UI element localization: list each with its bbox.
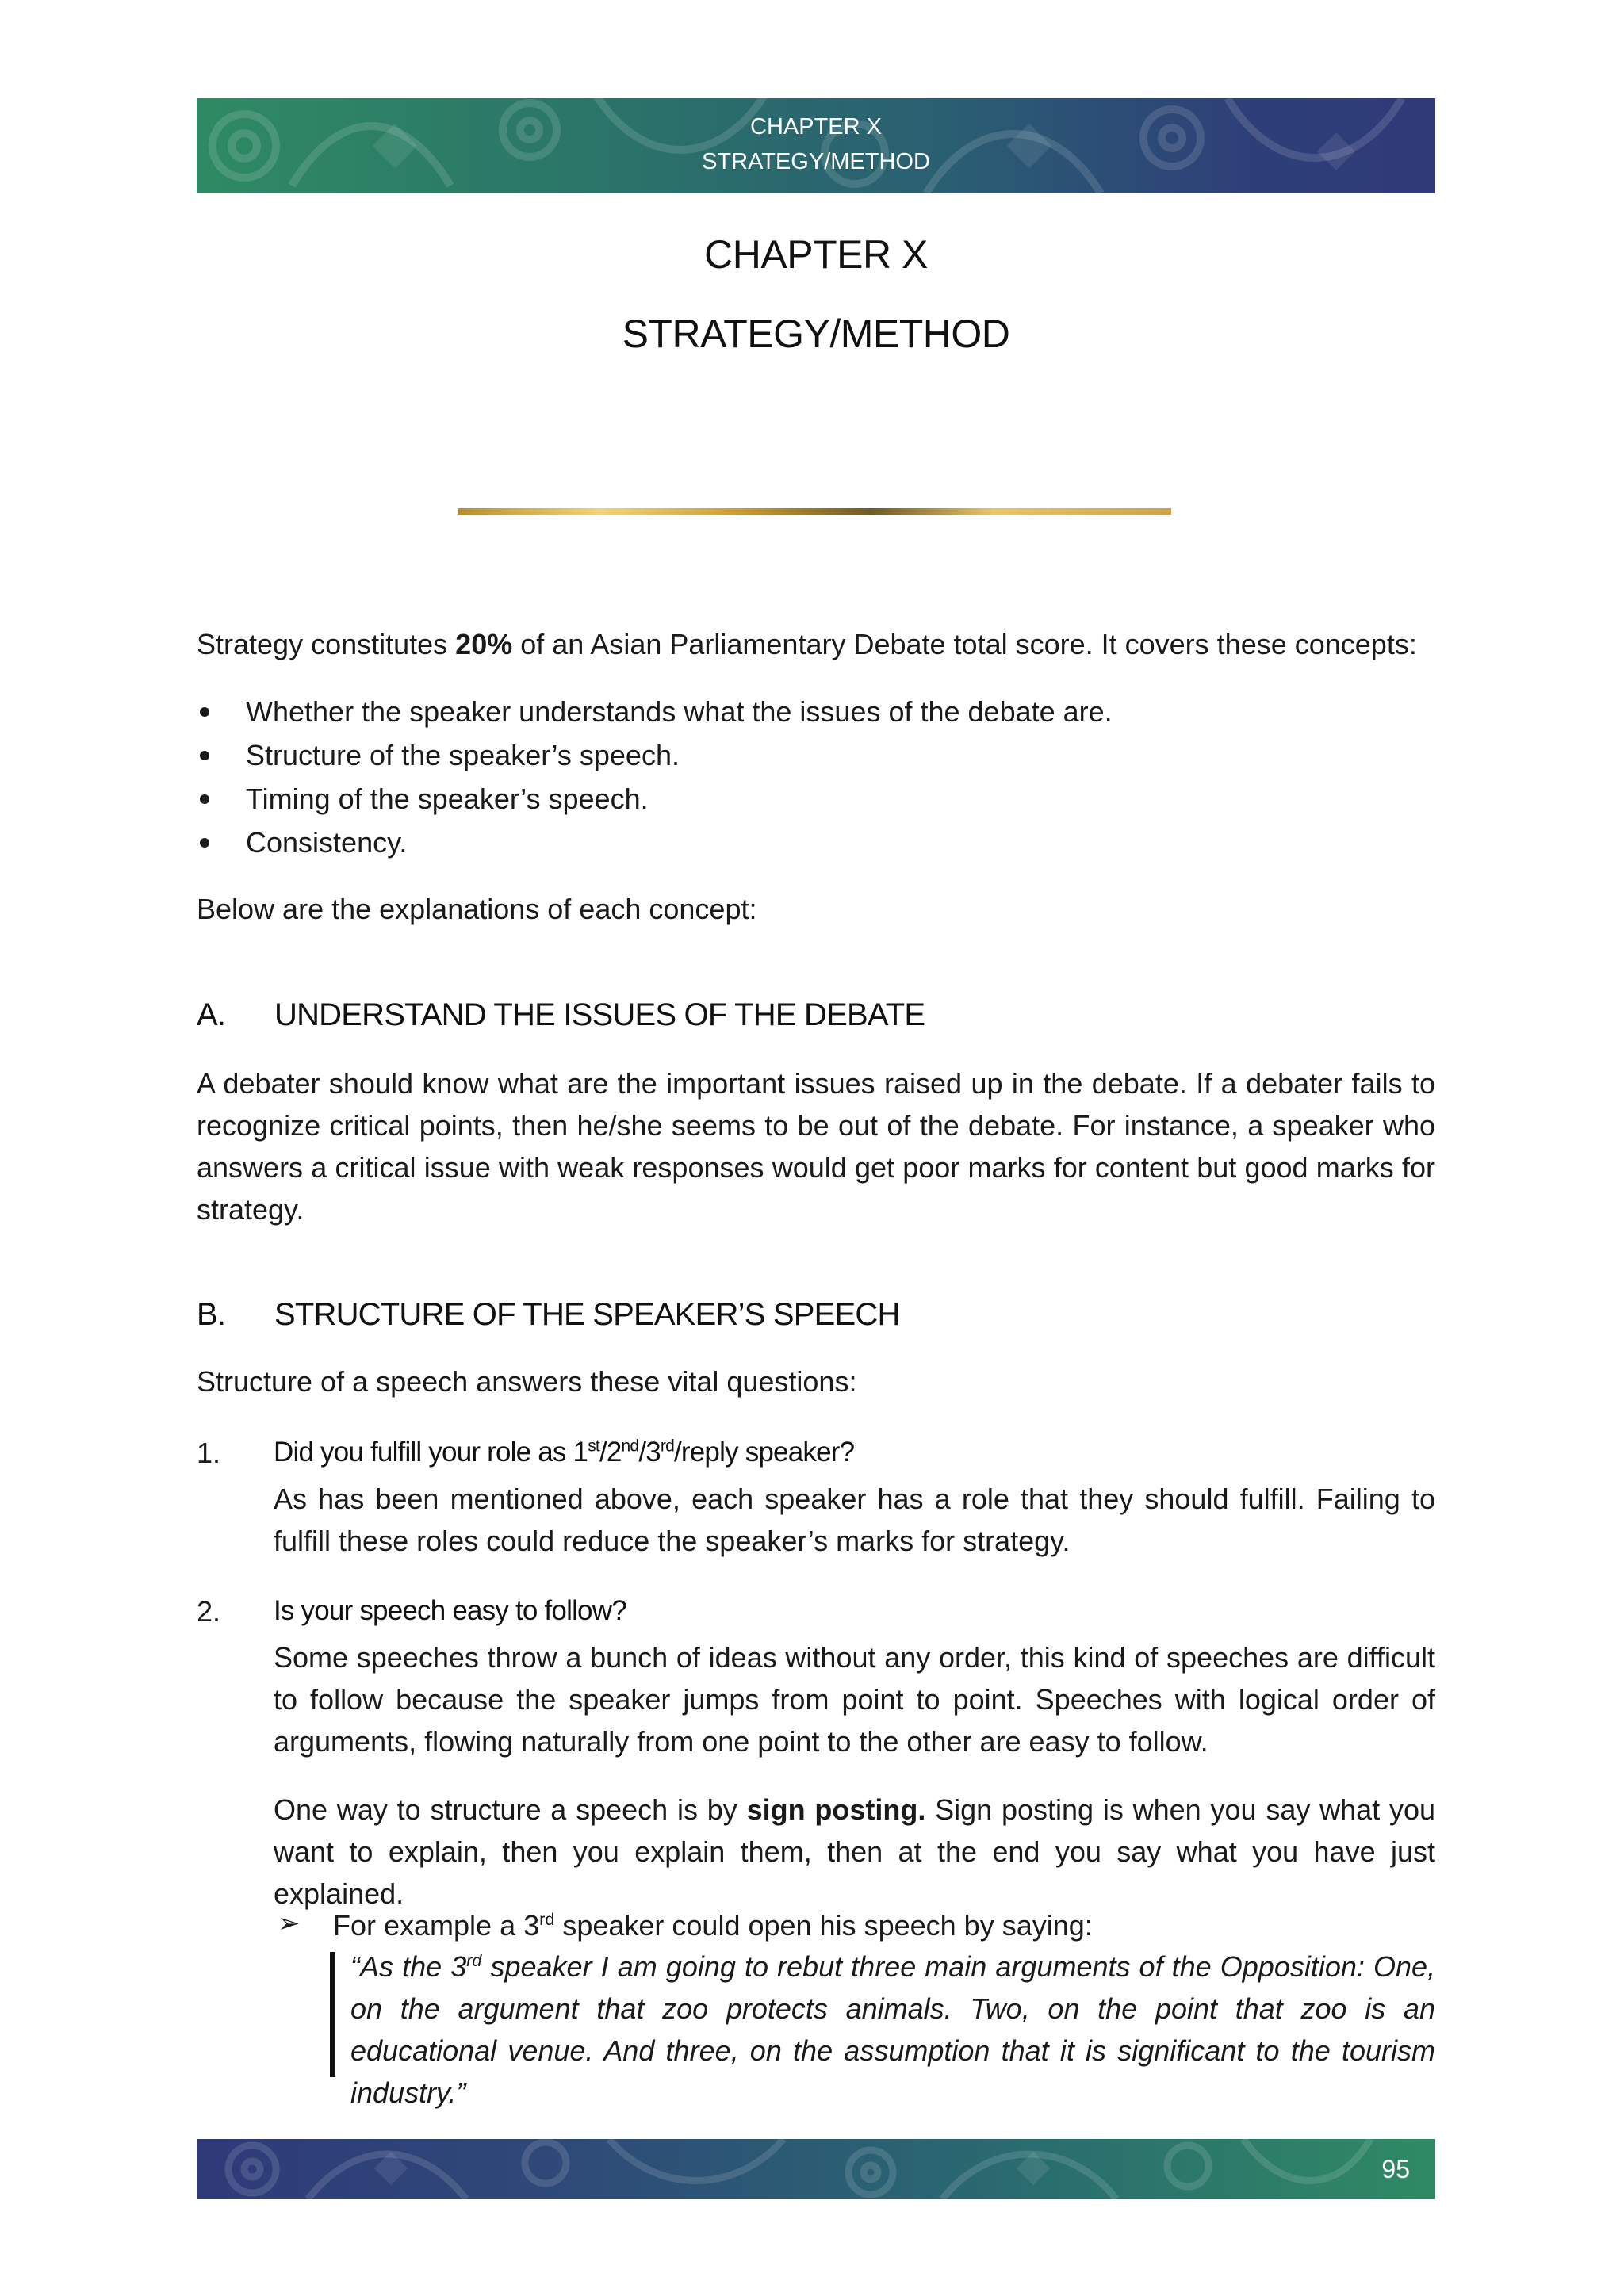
list-item: Structure of the speaker’s speech. xyxy=(197,733,1113,777)
header-chapter: CHAPTER X xyxy=(750,114,882,140)
quote-bar xyxy=(330,1952,335,2077)
intro-bold: 20% xyxy=(455,628,513,660)
below-text: Below are the explanations of each concept: xyxy=(197,893,757,925)
question-1-body: As has been mentioned above, each speaker has a role that they should fulfill. Failing to fulfill these roles could reduce the speaker’s marks for strategy. xyxy=(274,1483,1435,1557)
example-quote: “As the 3rd speaker I am going to rebut three main arguments of the Opposition: One, on the argument that zoo protects animals. Two, on the point that zoo is an educational venue. And three, on the assumption that it is significant to the tourism industry.” xyxy=(350,1950,1435,2109)
bullet-icon xyxy=(200,838,209,848)
arrow-bullet-icon: ➢ xyxy=(278,1908,301,1938)
header-banner xyxy=(197,98,1435,193)
page-number: 95 xyxy=(1381,2155,1410,2183)
sign-posting-paragraph: One way to structure a speech is by sign posting. Sign posting is when you say what you want to explain, then you explain them, then at the end you say what you have just explained. xyxy=(274,1793,1435,1910)
list-item: Consistency. xyxy=(197,821,1113,864)
question-2-body: Some speeches throw a bunch of ideas without any order, this kind of speeches are difficult to follow because the speaker jumps from point to point. Speeches with logical order of arguments, flowing naturally from one point to the other are easy to follow. xyxy=(274,1641,1435,1758)
bullet-icon xyxy=(200,751,209,760)
footer-banner xyxy=(197,2139,1435,2199)
chapter-subtitle: STRATEGY/METHOD xyxy=(622,312,1010,356)
question-1-number: 1. xyxy=(197,1437,221,1469)
chapter-title: CHAPTER X xyxy=(704,232,928,277)
list-item: Whether the speaker understands what the issues of the debate are. xyxy=(197,690,1113,733)
gold-divider xyxy=(458,508,1171,515)
section-b-intro: Structure of a speech answers these vital questions: xyxy=(197,1365,857,1398)
bullet-icon xyxy=(200,707,209,717)
section-b-heading: B. STRUCTURE OF THE SPEAKER’S SPEECH xyxy=(197,1297,900,1332)
concept-list xyxy=(197,690,1113,864)
intro-paragraph: Strategy constitutes 20% of an Asian Parliamentary Debate total score. It covers these concepts: xyxy=(197,628,1417,660)
bullet-icon xyxy=(200,794,209,804)
example-intro: For example a 3rd speaker could open his speech by saying: xyxy=(333,1909,1093,1942)
sign-posting-bold: sign posting. xyxy=(746,1793,926,1826)
question-1-title: Did you fulfill your role as 1st/2nd/3rd/reply speaker? xyxy=(274,1437,855,1468)
section-a-heading: A. UNDERSTAND THE ISSUES OF THE DEBATE xyxy=(197,997,925,1032)
question-2-title: Is your speech easy to follow? xyxy=(274,1595,626,1626)
question-2-number: 2. xyxy=(197,1595,221,1628)
section-a-body: A debater should know what are the important issues raised up in the debate. If a debater fails to recognize critical points, then he/she seems to be out of the debate. For instance, a speaker who answers a critical issue with weak responses would get poor marks for content but good marks for strategy. xyxy=(197,1067,1435,1226)
list-item: Timing of the speaker’s speech. xyxy=(197,777,1113,821)
ornament-pattern xyxy=(197,2139,1435,2199)
header-subtitle: STRATEGY/METHOD xyxy=(702,149,930,174)
